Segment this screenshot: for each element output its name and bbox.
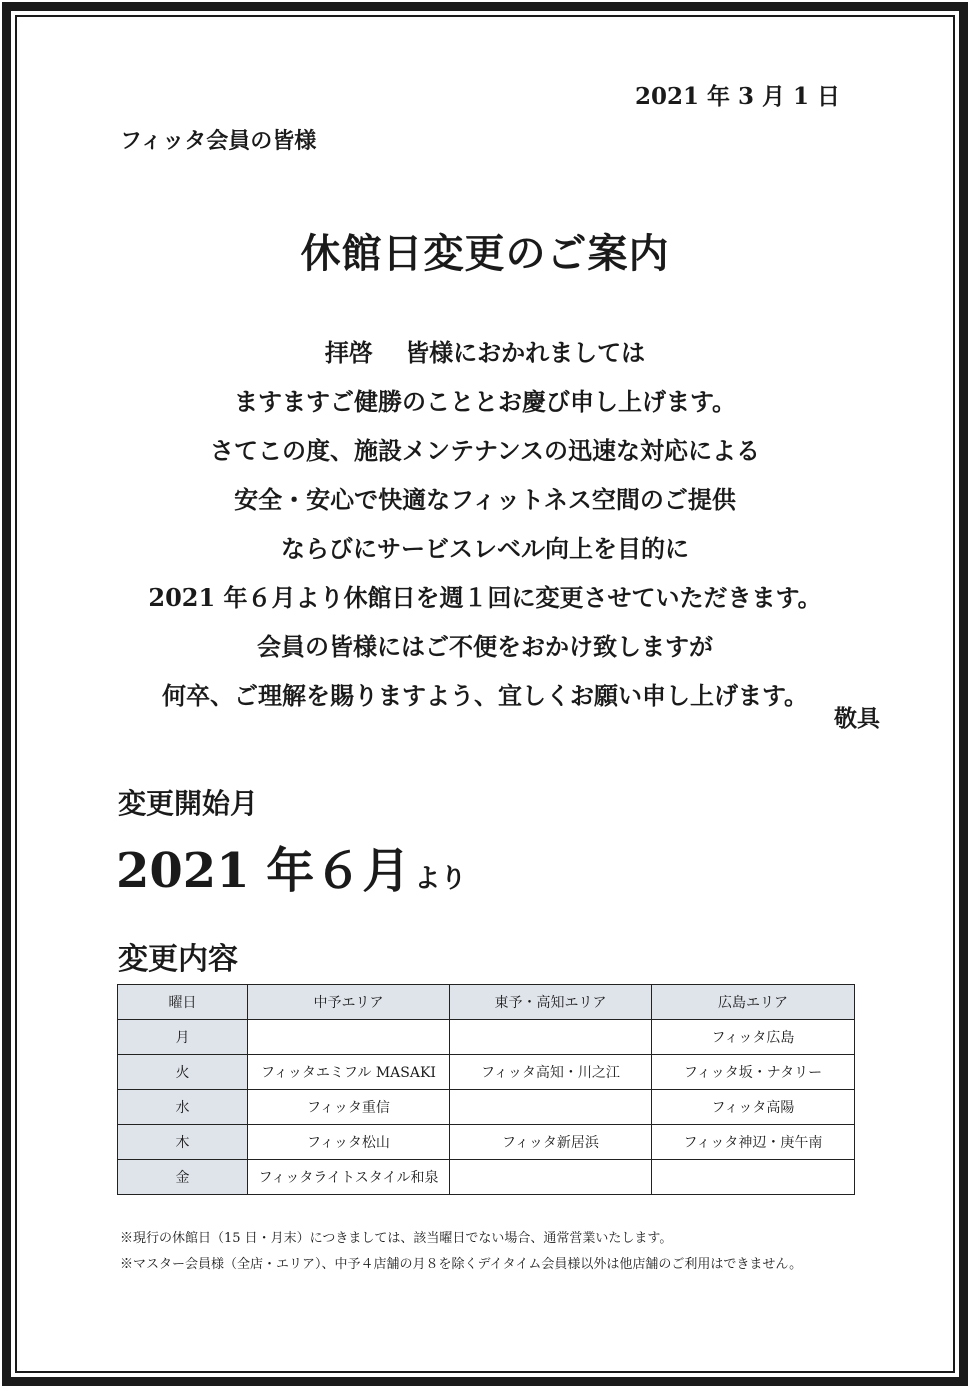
table-cell: フィッタ神辺・庚午南 <box>652 1125 855 1160</box>
body-line: 拝啓 皆様におかれましては <box>324 338 646 367</box>
body-line: さてこの度、施設メンテナンスの迅速な対応による <box>209 436 761 465</box>
start-month-value <box>116 832 466 901</box>
start-month-suffix: より <box>414 864 467 894</box>
recipient: フィッタ会員の皆様 <box>120 128 317 154</box>
header-hiroshima-area: 広島エリア <box>652 985 855 1020</box>
table-cell: フィッタ新居浜 <box>450 1125 652 1160</box>
footnote: ※マスター会員様（全店・エリア）、中予４店舗の月８を除くデイタイム会員様以外は他店舗のご利用はできません。 <box>120 1257 803 1272</box>
header-chuyo-area: 中予エリア <box>248 985 450 1020</box>
body-line: ならびにサービスレベル向上を目的に <box>281 534 689 563</box>
table-cell: フィッタ松山 <box>248 1125 450 1160</box>
closing-salutation: 敬具 <box>834 705 880 732</box>
weekday-cell: 木 <box>118 1125 248 1160</box>
table-cell <box>450 1160 652 1195</box>
header-weekday: 曜日 <box>118 985 248 1020</box>
closure-schedule-table <box>117 984 855 1195</box>
table-row <box>118 1020 855 1055</box>
weekday-cell: 水 <box>118 1090 248 1125</box>
table-cell: フィッタエミフル MASAKI <box>248 1055 450 1090</box>
weekday-cell: 火 <box>118 1055 248 1090</box>
start-month-date: 2021 年６月 <box>116 843 411 899</box>
table-header-row <box>118 985 855 1020</box>
body-line: 何卒、ご理解を賜りますよう、宜しくお願い申し上げます。 <box>161 681 809 710</box>
footnotes <box>120 1226 802 1278</box>
table-cell <box>450 1090 652 1125</box>
table-row <box>118 1125 855 1160</box>
table-cell <box>652 1160 855 1195</box>
footnote: ※現行の休館日（15 日・月末）につきましては、該当曜日でない場合、通常営業いたします。 <box>120 1231 673 1246</box>
table-cell: フィッタ重信 <box>248 1090 450 1125</box>
weekday-cell: 金 <box>118 1160 248 1195</box>
header-toyo-kochi-area: 東予・高知エリア <box>450 985 652 1020</box>
table-row <box>118 1055 855 1090</box>
page-title: 休館日変更のご案内 <box>300 230 670 277</box>
body-line: 2021 年６月より休館日を週１回に変更させていただきます。 <box>148 583 822 612</box>
table-row <box>118 1090 855 1125</box>
body-line: 会員の皆様にはご不便をおかけ致しますが <box>257 632 713 661</box>
table-cell: フィッタ高陽 <box>652 1090 855 1125</box>
table-row <box>118 1160 855 1195</box>
notice-date: 2021 年 3 月 1 日 <box>634 83 840 110</box>
table-cell: フィッタライトスタイル和泉 <box>248 1160 450 1195</box>
body-line: 安全・安心で快適なフィットネス空間のご提供 <box>234 485 736 514</box>
table-cell: フィッタ広島 <box>652 1020 855 1055</box>
start-month-label: 変更開始月 <box>118 787 259 820</box>
body-line: ますますご健勝のこととお慶び申し上げます。 <box>233 387 737 416</box>
table-cell <box>248 1020 450 1055</box>
weekday-cell: 月 <box>118 1020 248 1055</box>
table-cell: フィッタ高知・川之江 <box>450 1055 652 1090</box>
letter-body <box>0 328 970 720</box>
changes-heading: 変更内容 <box>118 942 238 977</box>
table-cell <box>450 1020 652 1055</box>
table-cell: フィッタ坂・ナタリー <box>652 1055 855 1090</box>
